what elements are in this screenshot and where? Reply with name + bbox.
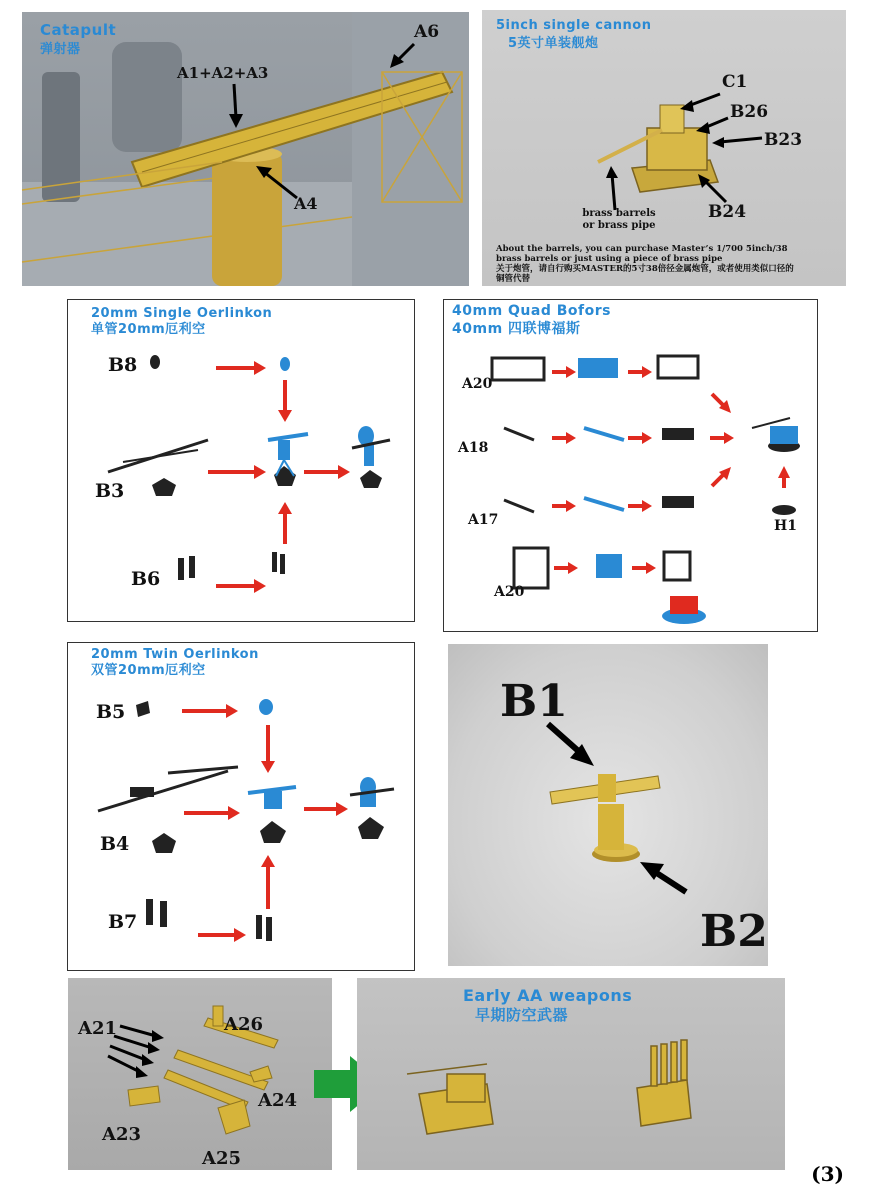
catapult-label-a6: A6 xyxy=(414,22,440,42)
cannon-barrel-label: brass barrels or brass pipe xyxy=(582,208,656,231)
early-aa-title-en: Early AA weapons xyxy=(463,986,633,1005)
catapult-title-en: Catapult xyxy=(40,21,117,39)
single-oerlikon-label-b8: B8 xyxy=(108,354,138,376)
quad-bofors-title-zh: 40mm 四联博福斯 xyxy=(452,321,581,337)
quad-bofors-label-a20-top: A20 xyxy=(462,376,493,392)
cannon-note-en: About the barrels, you can purchase Master’s 1/700 5inch/38 brass barrels or just using a piece of brass pipe xyxy=(496,244,788,264)
quad-bofors-label-h1: H1 xyxy=(774,518,797,534)
quad-bofors-label-a20-bottom: A20 xyxy=(494,584,525,600)
single-oerlikon-label-b6: B6 xyxy=(131,568,161,590)
quad-bofors-label-a18: A18 xyxy=(458,440,489,456)
b2-label: B2 xyxy=(700,906,768,957)
cannon-label-b24: B24 xyxy=(708,202,747,222)
twin-oerlikon-label-b4: B4 xyxy=(100,833,130,855)
cannon-label-c1: C1 xyxy=(722,72,748,92)
cannon-title-zh: 5英寸单装舰炮 xyxy=(508,36,599,51)
cannon-label-b23: B23 xyxy=(764,130,803,150)
catapult-label-a4: A4 xyxy=(294,194,318,213)
early-aa-photo-panel xyxy=(357,978,785,1170)
twin-oerlikon-title-zh: 双管20mm厄利空 xyxy=(91,663,206,678)
page-number: (3) xyxy=(811,1162,844,1186)
twin-oerlikon-label-b5: B5 xyxy=(96,701,126,723)
part-label-a21: A21 xyxy=(78,1018,118,1039)
cannon-label-b26: B26 xyxy=(730,102,769,122)
part-label-a23: A23 xyxy=(102,1124,142,1145)
single-oerlikon-title-zh: 单管20mm厄利空 xyxy=(91,322,206,337)
catapult-title-zh: 弹射器 xyxy=(40,42,81,57)
cannon-title-en: 5inch single cannon xyxy=(496,18,652,33)
catapult-label-a1a2a3: A1+A2+A3 xyxy=(177,64,269,82)
cannon-note-zh: 关于炮管，请自行购买MASTER的5寸38倍径金属炮管，或者使用类似口径的铜管代替 xyxy=(496,264,794,284)
quad-bofors-title-en: 40mm Quad Bofors xyxy=(452,303,611,319)
part-label-a24: A24 xyxy=(258,1090,298,1111)
twin-oerlikon-title-en: 20mm Twin Oerlinkon xyxy=(91,647,259,662)
single-oerlikon-label-b3: B3 xyxy=(95,480,125,502)
quad-bofors-label-a17: A17 xyxy=(468,512,499,528)
twin-oerlikon-label-b7: B7 xyxy=(108,911,138,933)
part-label-a26: A26 xyxy=(224,1014,264,1035)
early-aa-title-zh: 早期防空武器 xyxy=(475,1006,569,1024)
b1-label: B1 xyxy=(500,676,568,727)
single-oerlikon-title-en: 20mm Single Oerlinkon xyxy=(91,306,273,321)
early-aa-illustration xyxy=(357,978,785,1170)
part-label-a25: A25 xyxy=(202,1148,242,1169)
